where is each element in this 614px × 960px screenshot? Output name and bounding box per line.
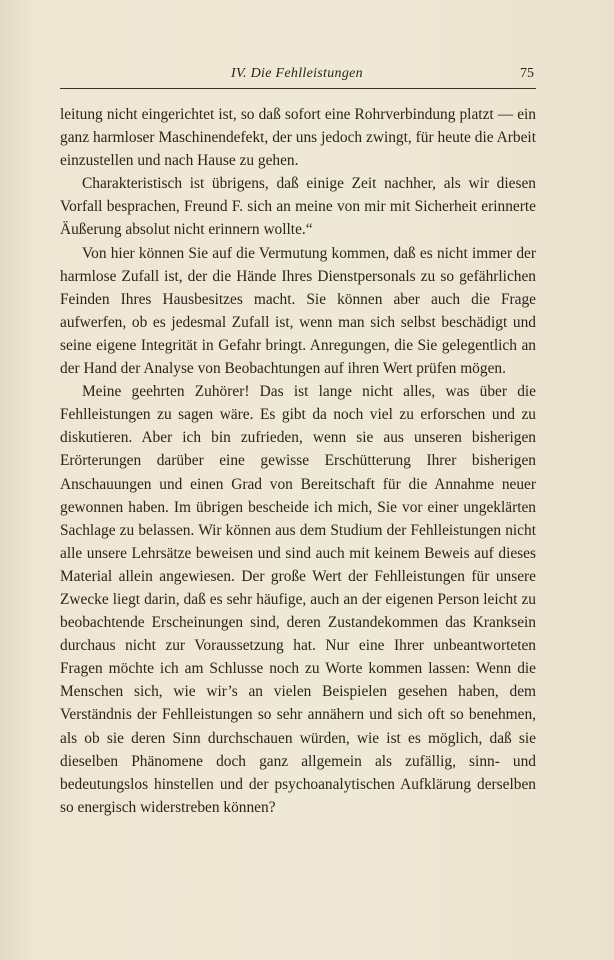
running-head: [60, 66, 534, 88]
header-rule: [60, 88, 536, 89]
running-head-title: IV. Die Fehlleistungen: [231, 66, 363, 81]
paragraph: Meine geehrten Zuhörer! Das ist lange nicht alles, was über die Fehlleistungen zu sagen wäre. Es gibt da noch viel zu erforschen und zu diskutieren. Aber ich bin zufrieden, wenn sie aus unseren bisherigen Erörterungen darüber eine gewisse Erschütterung Ihrer bisherigen Anschauungen und einen Grad von Bereitschaft für die Annahme neuer gewonnen haben. Im übrigen bescheide ich mich, Sie vor einer ungeklärten Sachlage zu belassen. Wir können aus dem Studium der Fehlleistungen nicht alle unsere Lehrsätze beweisen und sind auch mit keinem Beweis auf dieses Material allein angewiesen. Der große Wert der Fehlleistungen für unsere Zwecke liegt darin, daß es sehr häufige, auch an der eigenen Person leicht zu beobachtende Erscheinungen sind, deren Zustandekommen das Kranksein durchaus nicht zur Voraussetzung hat. Nur eine Ihrer unbeantworteten Fragen möchte ich am Schlusse noch zu Worte kommen lassen: Wenn die Menschen sich, wie wir’s an vielen Beispielen gesehen haben, dem Verständnis der Fehlleistungen so sehr annähern und sich oft so benehmen, als ob sie deren Sinn durchschauen würden, wie ist es möglich, daß sie dieselben Phänomene doch ganz allgemein als zufällig, sinn- und bedeutungslos hinstellen und der psychoanalytischen Aufklärung derselben so energisch widerstreben können?: [60, 383, 536, 816]
paragraph-continuation: leitung nicht eingerichtet ist, so daß sofort eine Rohrverbindung platzt — ein ganz harmloser Maschinendefekt, der uns jedoch zwingt, für heute die Arbeit einzustellen und nach Hause zu gehen.: [60, 106, 536, 170]
paragraph: Charakteristisch ist übrigens, daß einige Zeit nachher, als wir diesen Vorfall besprachen, Freund F. sich an meine von mir mit Sicherheit erinnerte Äußerung absolut nicht erinnern wollte.“: [60, 175, 536, 239]
page-number: 75: [520, 66, 534, 81]
body-text: [60, 103, 536, 819]
paragraph: Von hier können Sie auf die Vermutung kommen, daß es nicht immer der harmlose Zufall ist, der die Hände Ihres Dienstpersonals zu so gefährlichen Feinden Ihres Hausbesitzes macht. Sie können aber auch die Frage aufwerfen, ob es jedesmal Zufall ist, wenn man sich selbst beschädigt und seine eigene Integrität in Gefahr bringt. Anregungen, die Sie gelegentlich an der Hand der Analyse von Beobachtungen auf ihren Wert prüfen mögen.: [60, 244, 536, 378]
